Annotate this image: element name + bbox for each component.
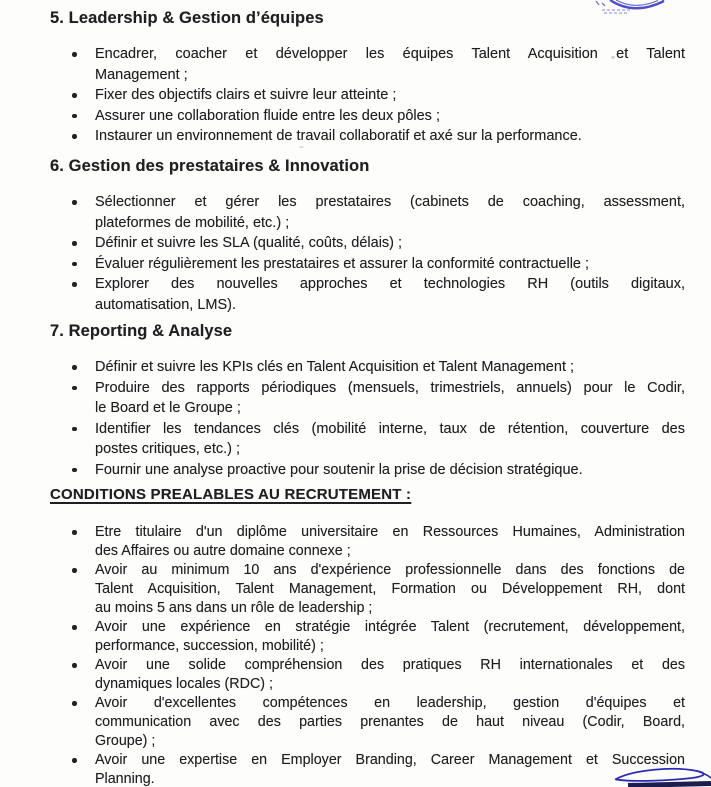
bullet-list [50,357,685,480]
section-heading: 6. Gestion des prestataires & Innovation [50,157,370,175]
bullet-line: Groupe) ; [95,733,156,749]
scan-speck [611,56,615,59]
bullet-line: Sélectionner et gérer les prestataires (cabinets de coaching, assessment, [95,194,685,210]
bullet-line: performance, succession, mobilité) ; [95,638,324,654]
list-item [95,85,685,106]
list-item [95,460,685,481]
bullet-line: Encadrer, coacher et développer les équipes Talent Acquisition et Talent [95,46,685,62]
bullet-line: Instaurer un environnement de travail collaboratif et axé sur la performance. [95,128,582,144]
list-item [95,656,685,694]
bullet-line: Etre titulaire d'un diplôme universitaire en Ressources Humaines, Administration [95,524,685,540]
list-item [95,561,685,618]
list-item [95,274,685,315]
section-heading: 5. Leadership & Gestion d’équipes [50,9,324,27]
bullet-line: des Affaires ou autre domaine connexe ; [95,543,351,559]
list-item [95,44,685,85]
bullet-line: Identifier les tendances clés (mobilité interne, taux de rétention, couverture des [95,420,685,437]
section-prestataires [50,155,685,315]
bullet-line: plateformes de mobilité, etc.) ; [95,214,290,231]
underlined-heading-text: CONDITIONS PREALABLES AU RECRUTEMENT : [50,486,412,503]
bullet-line: Planning. [95,771,155,787]
section-heading: 7. Reporting & Analyse [50,322,233,340]
bullet-line: Avoir une expertise en Employer Branding, Career Management et Succession [95,752,685,768]
bullet-line: Talent Acquisition, Talent Management, Formation ou Développement RH, dont [95,581,685,597]
bullet-line: postes critiques, etc.) ; [95,441,241,457]
list-item [95,357,685,378]
section-leadership [50,7,685,147]
list-item [95,192,685,233]
list-item [95,126,685,147]
bullet-line: Avoir d'excellentes compétences en leadership, gestion d'équipes et [95,695,685,711]
bullet-line: Définir et suivre les KPIs clés en Talent Acquisition et Talent Management ; [95,359,575,375]
bullet-line: Explorer des nouvelles approches et technologies RH (outils digitaux, [95,276,685,292]
bullet-list [50,523,685,787]
bullet-line: communication avec des parties prenantes de haut niveau (Codir, Board, [95,714,685,730]
section-reporting [50,320,685,480]
scan-speck [299,146,304,148]
list-item [95,618,685,656]
bullet-line: Avoir une expérience en stratégie intégrée Talent (recrutement, développement, [95,619,685,635]
bullet-line: dynamiques locales (RDC) ; [95,676,273,692]
list-item [95,106,685,127]
bullet-line: Évaluer régulièrement les prestataires et assurer la conformité contractuelle ; [95,255,590,272]
bullet-line: Fournir une analyse proactive pour soutenir la prise de décision stratégique. [95,461,583,478]
list-item [95,751,685,787]
list-item [95,523,685,561]
bullet-line: Assurer une collaboration fluide entre les deux pôles ; [95,107,440,124]
bullet-list [50,192,685,315]
bullet-list [50,44,685,147]
bullet-line: automatisation, LMS). [95,296,237,313]
section-conditions [50,485,685,787]
bullet-line: Avoir au minimum 10 ans d'expérience professionnelle dans des fonctions de [95,562,685,578]
bullet-line: Produire des rapports périodiques (mensuels, trimestriels, annuels) pour le Codir, [95,379,685,396]
bullet-line: Fixer des objectifs clairs et suivre leur atteinte ; [95,87,397,103]
bullet-line: le Board et le Groupe ; [95,400,241,416]
bullet-line: au moins 5 ans dans un rôle de leadership ; [95,600,373,616]
bullet-line: Avoir une solide compréhension des pratiques RH internationales et des [95,657,685,673]
bullet-line: Définir et suivre les SLA (qualité, coûts, délais) ; [95,235,403,251]
list-item [95,254,685,275]
bullet-line: Management ; [95,66,188,83]
section-heading [50,485,685,504]
list-item [95,419,685,460]
list-item [95,378,685,419]
list-item [95,694,685,751]
list-item [95,233,685,254]
